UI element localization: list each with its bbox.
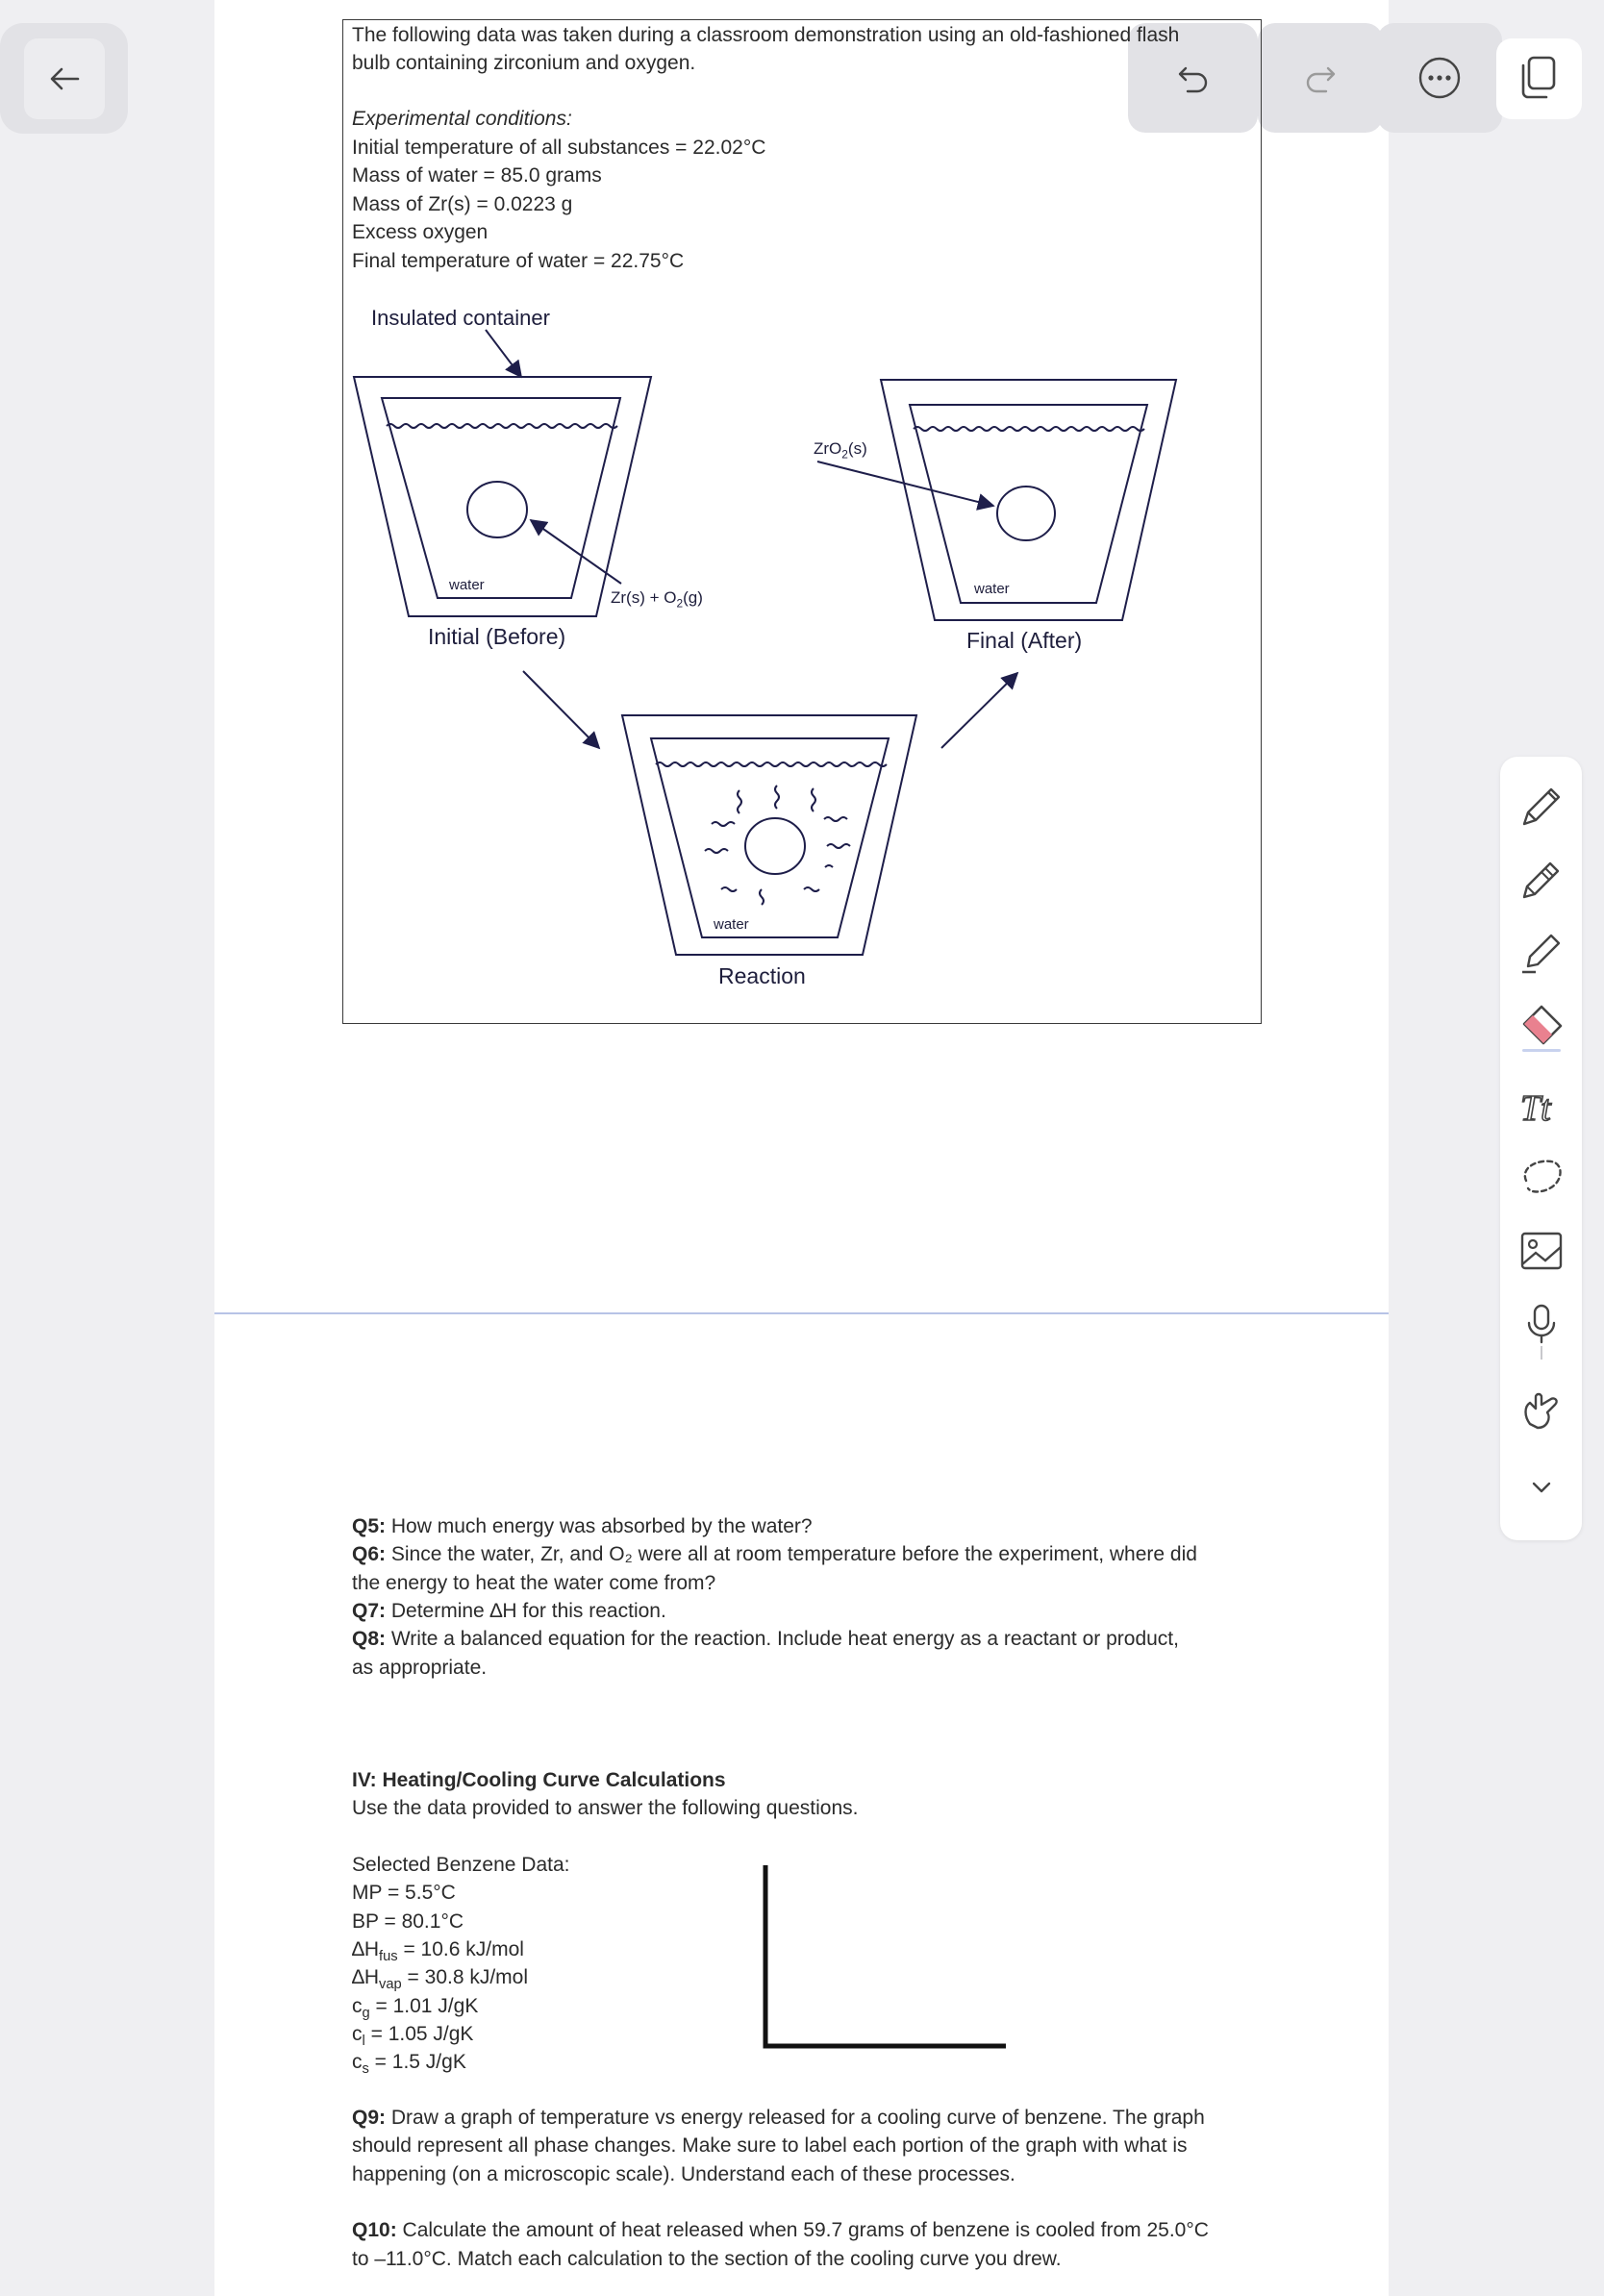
benzene-hvap: $\Delta H_{vap} = 30.8$ kJ/mol [352, 1966, 529, 1993]
question-q6-cont: the energy to heat the water come from? [352, 1572, 716, 1594]
ellipsis-circle-icon [1416, 55, 1463, 101]
benzene-mp: MP = 5.5°C [352, 1882, 456, 1904]
question-q8-cont: as appropriate. [352, 1657, 488, 1679]
arrow-left-icon [45, 60, 84, 98]
section-iv-instructions: Use the data provided to answer the following questions. [352, 1797, 859, 1819]
question-q7: Q7: Determine ∆H for this reaction. [352, 1600, 666, 1622]
intro-line-2: bulb containing zirconium and oxygen. [352, 52, 696, 74]
more-options-button[interactable] [1377, 23, 1502, 133]
microphone-icon [1516, 1298, 1566, 1348]
benzene-hfus: $\Delta H_{fus} = 10.6$ kJ/mol [352, 1938, 524, 1965]
insulated-container-label: Insulated container [371, 306, 550, 330]
zr-o2-label: $Zr(s) + O_2(g)$ [611, 588, 703, 611]
conditions-heading: Experimental conditions: [352, 108, 572, 130]
drawing-toolbar [1500, 757, 1582, 1540]
zro2-label: ZrO$_2$(s) [814, 439, 867, 462]
question-q5: Q5: How much energy was absorbed by the water? [352, 1515, 813, 1537]
condition-final-temp: Final temperature of water = 22.75°C [352, 250, 685, 272]
lasso-tool[interactable] [1500, 1146, 1582, 1208]
benzene-cl: $c_l = 1.05$ J/gK [352, 2023, 474, 2050]
pencil-tool[interactable] [1500, 849, 1582, 911]
highlighter-tool[interactable] [1500, 922, 1582, 984]
redo-button[interactable] [1258, 23, 1383, 133]
pencil-icon [1516, 855, 1566, 905]
final-after-label: Final (After) [966, 628, 1083, 653]
touch-draw-icon [1516, 1385, 1566, 1435]
touch-draw-tool[interactable] [1500, 1380, 1582, 1441]
expand-toolbar-button[interactable] [1500, 1457, 1582, 1518]
question-q9-line3: happening (on a microscopic scale). Understand each of these processes. [352, 2163, 1015, 2185]
question-q10-line2: to –11.0°C. Match each calculation to the section of the cooling curve you drew. [352, 2248, 1062, 2270]
pages-button[interactable] [1496, 38, 1582, 119]
water-label-final: water [974, 581, 1010, 597]
benzene-data-title: Selected Benzene Data: [352, 1854, 570, 1876]
condition-zr-mass: Mass of Zr(s) = 0.0223 g [352, 193, 573, 215]
question-q10: Q10: Calculate the amount of heat released when 59.7 grams of benzene is cooled from 25.0°C [352, 2219, 1209, 2241]
question-q8: Q8: Write a balanced equation for the reaction. Include heat energy as a reactant or product, [352, 1628, 1179, 1650]
benzene-bp: BP = 80.1°C [352, 1910, 464, 1933]
question-q9: Q9: Draw a graph of temperature vs energy released for a cooling curve of benzene. The graph [352, 2107, 1205, 2129]
text-tool[interactable] [1500, 1076, 1582, 1137]
initial-before-label: Initial (Before) [428, 624, 566, 649]
text-icon [1516, 1082, 1566, 1132]
benzene-cs: $c_s = 1.5$ J/gK [352, 2051, 466, 2078]
condition-oxygen: Excess oxygen [352, 221, 489, 243]
image-icon [1516, 1226, 1566, 1276]
highlighter-icon [1516, 928, 1566, 978]
water-label-reaction: water [714, 916, 749, 933]
reaction-label: Reaction [718, 963, 806, 988]
question-q6: Q6: Since the water, Zr, and O₂ were all at room temperature before the experiment, where did [352, 1543, 1197, 1565]
condition-water-mass: Mass of water = 85.0 grams [352, 164, 602, 187]
pen-icon [1516, 782, 1566, 832]
question-q9-line2: should represent all phase changes. Make sure to label each portion of the graph with what is [352, 2134, 1188, 2157]
redo-icon [1301, 59, 1340, 97]
eraser-icon [1515, 999, 1568, 1053]
benzene-cg: $c_g = 1.01$ J/gK [352, 1995, 479, 2022]
water-label-initial: water [449, 577, 485, 593]
toolbar-separator [1500, 1345, 1582, 1360]
copy-pages-icon [1517, 54, 1560, 102]
pen-tool[interactable] [1500, 776, 1582, 837]
section-iv-heading: IV: Heating/Cooling Curve Calculations [352, 1769, 726, 1791]
intro-line-1: The following data was taken during a classroom demonstration using an old-fashioned flash [352, 24, 1180, 46]
lasso-icon [1516, 1152, 1566, 1202]
svg-text:Tt: Tt [1519, 1088, 1551, 1129]
condition-initial-temp: Initial temperature of all substances = 22.02°C [352, 137, 766, 159]
eraser-tool[interactable] [1500, 995, 1582, 1057]
page-divider [214, 1312, 1389, 1314]
back-button[interactable] [0, 23, 128, 134]
chevron-down-icon [1527, 1473, 1556, 1502]
image-tool[interactable] [1500, 1220, 1582, 1282]
